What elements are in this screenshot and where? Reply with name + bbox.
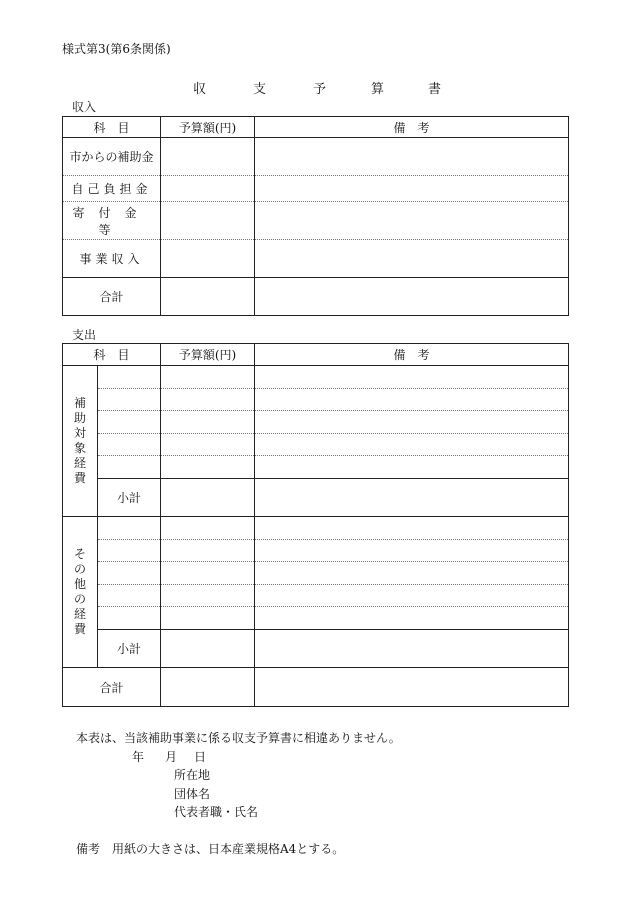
expense-budget-cell[interactable] <box>161 389 255 411</box>
table-row <box>63 517 569 540</box>
table-row <box>63 456 569 479</box>
income-header-remarks: 備 考 <box>255 117 569 138</box>
income-total-remarks-cell[interactable] <box>255 278 569 316</box>
table-row <box>63 434 569 456</box>
income-row-label: 寄付金等 <box>63 202 161 240</box>
table-row <box>63 585 569 607</box>
expense-header-row <box>63 344 569 366</box>
expense-remarks-cell[interactable] <box>255 562 569 585</box>
expense-header-remarks: 備 考 <box>255 344 569 366</box>
expense-item-cell[interactable] <box>98 366 161 389</box>
expense-remarks-cell[interactable] <box>255 585 569 607</box>
expense-subtotal-row <box>63 630 569 668</box>
income-budget-cell[interactable] <box>161 176 255 202</box>
expense-header-budget: 予算額(円) <box>161 344 255 366</box>
expense-remarks-cell[interactable] <box>255 389 569 411</box>
expense-total-row <box>63 668 569 707</box>
income-budget-cell[interactable] <box>161 202 255 240</box>
expense-budget-cell[interactable] <box>161 366 255 389</box>
expense-subtotal-row <box>63 479 569 517</box>
expense-item-cell[interactable] <box>98 585 161 607</box>
expense-subtotal-remarks-cell[interactable] <box>255 630 569 668</box>
income-header-item: 科 目 <box>63 117 161 138</box>
income-remarks-cell[interactable] <box>255 176 569 202</box>
table-row <box>63 240 569 278</box>
expense-budget-cell[interactable] <box>161 540 255 562</box>
address-label: 所在地 <box>174 768 211 782</box>
expense-item-cell[interactable] <box>98 607 161 630</box>
table-row <box>63 202 569 240</box>
expense-remarks-cell[interactable] <box>255 607 569 630</box>
table-row <box>63 138 569 176</box>
table-row <box>63 411 569 434</box>
date-year-label: 年 <box>132 750 145 764</box>
income-budget-cell[interactable] <box>161 240 255 278</box>
expense-label: 支出 <box>72 328 97 342</box>
date-day-label: 日 <box>194 750 207 764</box>
income-total-label: 合計 <box>63 278 161 316</box>
income-total-row <box>63 278 569 316</box>
table-row <box>63 607 569 630</box>
expense-subtotal-remarks-cell[interactable] <box>255 479 569 517</box>
expense-group-subsidized-label: 補助対象経費 <box>73 396 86 485</box>
expense-budget-cell[interactable] <box>161 607 255 630</box>
expense-subtotal-label: 小計 <box>98 479 161 517</box>
remarks-note: 備考 用紙の大きさは、日本産業規格A4とする。 <box>76 842 345 856</box>
expense-item-cell[interactable] <box>98 456 161 479</box>
date-month-label: 月 <box>165 750 178 764</box>
expense-total-label: 合計 <box>63 668 161 707</box>
expense-item-cell[interactable] <box>98 434 161 456</box>
table-row <box>63 540 569 562</box>
expense-budget-cell[interactable] <box>161 517 255 540</box>
title-char-2: 支 <box>253 82 267 97</box>
expense-subtotal-label: 小計 <box>98 630 161 668</box>
expense-group-other-label: その他の経費 <box>73 547 86 636</box>
expense-budget-cell[interactable] <box>161 562 255 585</box>
expense-total-budget-cell[interactable] <box>161 668 255 707</box>
expense-budget-cell[interactable] <box>161 411 255 434</box>
income-row-label: 自己負担金 <box>63 176 161 202</box>
expense-remarks-cell[interactable] <box>255 434 569 456</box>
org-name-label: 団体名 <box>174 787 211 801</box>
expense-budget-cell[interactable] <box>161 456 255 479</box>
title-char-1: 収 <box>193 82 207 97</box>
income-total-budget-cell[interactable] <box>161 278 255 316</box>
expense-budget-cell[interactable] <box>161 434 255 456</box>
table-row <box>63 389 569 411</box>
expense-budget-cell[interactable] <box>161 585 255 607</box>
income-header-budget: 予算額(円) <box>161 117 255 138</box>
expense-group-subsidized <box>63 366 98 517</box>
table-row <box>63 562 569 585</box>
title-char-4: 算 <box>371 82 385 97</box>
expense-item-cell[interactable] <box>98 389 161 411</box>
expense-remarks-cell[interactable] <box>255 366 569 389</box>
expense-subtotal-budget-cell[interactable] <box>161 479 255 517</box>
expense-remarks-cell[interactable] <box>255 456 569 479</box>
income-remarks-cell[interactable] <box>255 202 569 240</box>
income-label: 収入 <box>72 100 97 114</box>
expense-group-other <box>63 517 98 668</box>
expense-item-cell[interactable] <box>98 411 161 434</box>
table-row <box>63 366 569 389</box>
expense-subtotal-budget-cell[interactable] <box>161 630 255 668</box>
table-row <box>63 176 569 202</box>
expense-remarks-cell[interactable] <box>255 411 569 434</box>
income-remarks-cell[interactable] <box>255 138 569 176</box>
expense-total-remarks-cell[interactable] <box>255 668 569 707</box>
representative-label: 代表者職・氏名 <box>174 805 259 819</box>
income-row-label: 事業収入 <box>63 240 161 278</box>
income-remarks-cell[interactable] <box>255 240 569 278</box>
income-row-label: 市からの補助金 <box>63 138 161 176</box>
expense-item-cell[interactable] <box>98 517 161 540</box>
income-table <box>62 116 569 316</box>
title-char-5: 書 <box>428 82 442 97</box>
expense-table <box>62 343 569 707</box>
title-char-3: 予 <box>313 82 327 97</box>
income-budget-cell[interactable] <box>161 138 255 176</box>
expense-remarks-cell[interactable] <box>255 517 569 540</box>
form-number: 様式第3(第6条関係) <box>62 42 171 56</box>
expense-item-cell[interactable] <box>98 562 161 585</box>
expense-item-cell[interactable] <box>98 540 161 562</box>
expense-remarks-cell[interactable] <box>255 540 569 562</box>
income-header-row <box>63 117 569 138</box>
declaration-text: 本表は、当該補助事業に係る収支予算書に相違ありません。 <box>76 731 401 745</box>
expense-header-item: 科 目 <box>63 344 161 366</box>
